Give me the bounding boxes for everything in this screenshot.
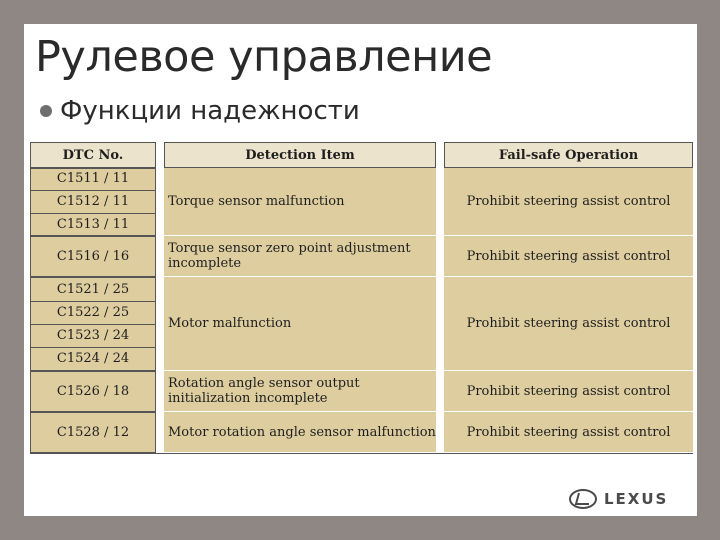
dtc-table	[30, 142, 693, 454]
table-row-4-failsafe: Prohibit steering assist control	[444, 371, 693, 412]
table-row-1-failsafe: Prohibit steering assist control	[444, 168, 693, 236]
table-row-5-failsafe: Prohibit steering assist control	[444, 412, 693, 453]
table-row-3-dtc	[30, 277, 156, 371]
dtc-code: C1523 / 24	[31, 325, 155, 348]
dtc-code: C1512 / 11	[31, 191, 155, 214]
dtc-code: C1526 / 18	[56, 383, 130, 399]
table-row-5-dtc	[30, 412, 156, 453]
table-row-2-detection: Torque sensor zero point adjustment incomplete	[164, 236, 436, 277]
dtc-code: C1511 / 11	[31, 168, 155, 191]
table-row-3-detection: Motor malfunction	[164, 277, 436, 371]
table-row-4-dtc	[30, 371, 156, 412]
header-detection-item: Detection Item	[164, 142, 436, 168]
dtc-code: C1521 / 25	[31, 279, 155, 302]
lexus-logo	[568, 488, 668, 510]
header-failsafe-operation: Fail-safe Operation	[444, 142, 693, 168]
dtc-code: C1513 / 11	[56, 217, 130, 232]
table-row-4-detection: Rotation angle sensor output initialization incomplete	[164, 371, 436, 412]
lexus-emblem-icon	[568, 488, 598, 510]
table-row-1-dtc	[30, 168, 156, 236]
dtc-code: C1524 / 24	[56, 350, 130, 366]
table-row-5-detection: Motor rotation angle sensor malfunction	[164, 412, 436, 453]
dtc-code: C1522 / 25	[31, 302, 155, 325]
table-row-2-failsafe: Prohibit steering assist control	[444, 236, 693, 277]
table-row-1-detection: Torque sensor malfunction	[164, 168, 436, 236]
lexus-logo-text: LEXUS	[604, 490, 669, 508]
dtc-code: C1528 / 12	[56, 424, 130, 440]
dtc-code: C1516 / 16	[56, 248, 130, 264]
slide-subtitle: Функции надежности	[60, 96, 360, 126]
header-dtc: DTC No.	[30, 142, 156, 168]
slide-title: Рулевое управление	[35, 32, 493, 82]
table-bottom-rule	[30, 453, 693, 454]
table-row-3-failsafe: Prohibit steering assist control	[444, 277, 693, 371]
table-row-2-dtc	[30, 236, 156, 277]
bullet-icon	[40, 105, 52, 117]
subtitle-bullet-line	[40, 96, 360, 126]
